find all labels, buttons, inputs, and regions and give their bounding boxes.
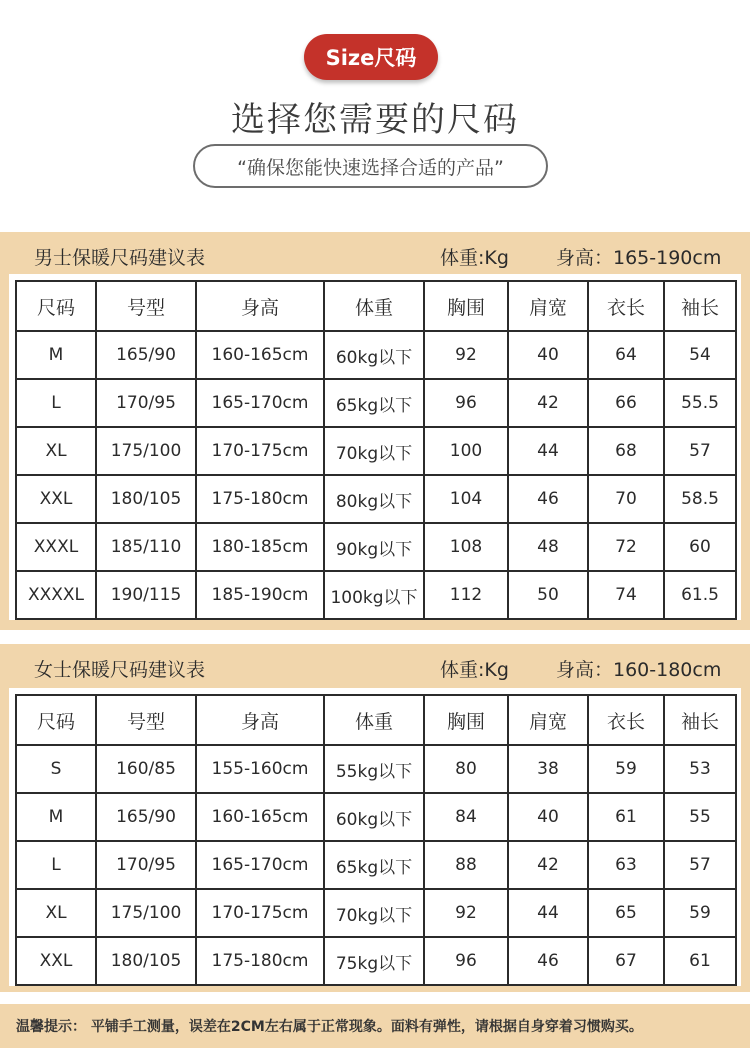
footer-note: 温馨提示： 平铺手工测量，误差在2CM左右属于正常现象。面料有弹性，请根据自身穿着习惯购买。 xyxy=(0,1004,750,1048)
men-height-range: 身高：165-190cm xyxy=(556,247,722,269)
cell-size: XXXL xyxy=(16,523,96,571)
cell-size: XXL xyxy=(16,475,96,523)
cell-size: L xyxy=(16,379,96,427)
cell-chest: 96 xyxy=(424,937,508,985)
cell-height: 165-170cm xyxy=(196,841,324,889)
cell-weight: 80kg以下 xyxy=(324,475,424,523)
table-row xyxy=(16,841,736,889)
column-header-sleeve: 袖长 xyxy=(664,281,736,331)
cell-length: 66 xyxy=(588,379,664,427)
cell-chest: 112 xyxy=(424,571,508,619)
cell-model: 180/105 xyxy=(96,475,196,523)
cell-height: 170-175cm xyxy=(196,427,324,475)
cell-size: XL xyxy=(16,889,96,937)
cell-weight: 100kg以下 xyxy=(324,571,424,619)
cell-chest: 92 xyxy=(424,889,508,937)
cell-shoulder: 42 xyxy=(508,379,588,427)
size-badge: Size尺码 xyxy=(304,34,438,80)
table-row xyxy=(16,937,736,985)
cell-model: 185/110 xyxy=(96,523,196,571)
women-size-section xyxy=(0,644,750,992)
cell-length: 64 xyxy=(588,331,664,379)
cell-shoulder: 50 xyxy=(508,571,588,619)
column-header-height: 身高 xyxy=(196,281,324,331)
cell-size: XL xyxy=(16,427,96,475)
cell-size: S xyxy=(16,745,96,793)
cell-length: 68 xyxy=(588,427,664,475)
women-weight-unit: 体重:Kg xyxy=(440,659,509,681)
cell-sleeve: 55 xyxy=(664,793,736,841)
cell-shoulder: 48 xyxy=(508,523,588,571)
table-header-row xyxy=(16,281,736,331)
women-size-table xyxy=(15,694,737,986)
column-header-size: 尺码 xyxy=(16,695,96,745)
cell-model: 190/115 xyxy=(96,571,196,619)
cell-height: 160-165cm xyxy=(196,331,324,379)
cell-shoulder: 46 xyxy=(508,475,588,523)
women-section-header xyxy=(0,644,750,692)
column-header-weight: 体重 xyxy=(324,281,424,331)
table-row xyxy=(16,331,736,379)
cell-sleeve: 60 xyxy=(664,523,736,571)
cell-height: 155-160cm xyxy=(196,745,324,793)
men-table-frame xyxy=(9,274,741,620)
cell-size: XXL xyxy=(16,937,96,985)
cell-shoulder: 38 xyxy=(508,745,588,793)
men-table-title: 男士保暖尺码建议表 xyxy=(34,247,206,269)
cell-sleeve: 61.5 xyxy=(664,571,736,619)
cell-weight: 60kg以下 xyxy=(324,331,424,379)
cell-sleeve: 57 xyxy=(664,841,736,889)
column-header-shoulder: 肩宽 xyxy=(508,281,588,331)
table-row xyxy=(16,427,736,475)
column-header-length: 衣长 xyxy=(588,281,664,331)
cell-shoulder: 46 xyxy=(508,937,588,985)
cell-height: 165-170cm xyxy=(196,379,324,427)
page-title: 选择您需要的尺码 xyxy=(231,100,519,140)
cell-chest: 88 xyxy=(424,841,508,889)
cell-sleeve: 53 xyxy=(664,745,736,793)
cell-chest: 92 xyxy=(424,331,508,379)
cell-length: 67 xyxy=(588,937,664,985)
cell-length: 59 xyxy=(588,745,664,793)
table-row xyxy=(16,793,736,841)
cell-chest: 80 xyxy=(424,745,508,793)
cell-length: 65 xyxy=(588,889,664,937)
table-header-row xyxy=(16,695,736,745)
column-header-model: 号型 xyxy=(96,695,196,745)
cell-shoulder: 40 xyxy=(508,793,588,841)
cell-weight: 65kg以下 xyxy=(324,379,424,427)
table-row xyxy=(16,523,736,571)
cell-weight: 90kg以下 xyxy=(324,523,424,571)
cell-model: 180/105 xyxy=(96,937,196,985)
cell-height: 180-185cm xyxy=(196,523,324,571)
cell-model: 160/85 xyxy=(96,745,196,793)
cell-size: XXXXL xyxy=(16,571,96,619)
cell-weight: 70kg以下 xyxy=(324,427,424,475)
cell-weight: 55kg以下 xyxy=(324,745,424,793)
column-header-model: 号型 xyxy=(96,281,196,331)
men-section-header xyxy=(0,232,750,280)
women-height-range: 身高：160-180cm xyxy=(556,659,722,681)
cell-height: 160-165cm xyxy=(196,793,324,841)
cell-chest: 96 xyxy=(424,379,508,427)
cell-model: 170/95 xyxy=(96,379,196,427)
cell-shoulder: 40 xyxy=(508,331,588,379)
cell-chest: 84 xyxy=(424,793,508,841)
cell-chest: 100 xyxy=(424,427,508,475)
cell-sleeve: 58.5 xyxy=(664,475,736,523)
cell-length: 63 xyxy=(588,841,664,889)
women-table-frame xyxy=(9,688,741,986)
cell-size: L xyxy=(16,841,96,889)
cell-chest: 104 xyxy=(424,475,508,523)
cell-shoulder: 44 xyxy=(508,889,588,937)
table-row xyxy=(16,889,736,937)
cell-weight: 65kg以下 xyxy=(324,841,424,889)
page-subtitle: “确保您能快速选择合适的产品” xyxy=(193,144,548,188)
column-header-height: 身高 xyxy=(196,695,324,745)
cell-model: 165/90 xyxy=(96,331,196,379)
cell-chest: 108 xyxy=(424,523,508,571)
cell-weight: 70kg以下 xyxy=(324,889,424,937)
men-weight-unit: 体重:Kg xyxy=(440,247,509,269)
column-header-weight: 体重 xyxy=(324,695,424,745)
table-row xyxy=(16,571,736,619)
cell-model: 165/90 xyxy=(96,793,196,841)
cell-length: 72 xyxy=(588,523,664,571)
cell-shoulder: 44 xyxy=(508,427,588,475)
men-size-section xyxy=(0,232,750,630)
cell-sleeve: 55.5 xyxy=(664,379,736,427)
column-header-chest: 胸围 xyxy=(424,695,508,745)
men-size-table xyxy=(15,280,737,620)
column-header-length: 衣长 xyxy=(588,695,664,745)
cell-sleeve: 61 xyxy=(664,937,736,985)
cell-size: M xyxy=(16,793,96,841)
column-header-size: 尺码 xyxy=(16,281,96,331)
cell-sleeve: 54 xyxy=(664,331,736,379)
cell-model: 175/100 xyxy=(96,889,196,937)
cell-height: 175-180cm xyxy=(196,475,324,523)
cell-shoulder: 42 xyxy=(508,841,588,889)
cell-weight: 75kg以下 xyxy=(324,937,424,985)
cell-height: 170-175cm xyxy=(196,889,324,937)
cell-sleeve: 57 xyxy=(664,427,736,475)
cell-model: 170/95 xyxy=(96,841,196,889)
cell-length: 74 xyxy=(588,571,664,619)
women-table-title: 女士保暖尺码建议表 xyxy=(34,659,206,681)
cell-length: 61 xyxy=(588,793,664,841)
cell-size: M xyxy=(16,331,96,379)
cell-model: 175/100 xyxy=(96,427,196,475)
cell-height: 185-190cm xyxy=(196,571,324,619)
column-header-shoulder: 肩宽 xyxy=(508,695,588,745)
cell-length: 70 xyxy=(588,475,664,523)
table-row xyxy=(16,379,736,427)
cell-weight: 60kg以下 xyxy=(324,793,424,841)
column-header-chest: 胸围 xyxy=(424,281,508,331)
table-row xyxy=(16,475,736,523)
cell-height: 175-180cm xyxy=(196,937,324,985)
column-header-sleeve: 袖长 xyxy=(664,695,736,745)
cell-sleeve: 59 xyxy=(664,889,736,937)
table-row xyxy=(16,745,736,793)
